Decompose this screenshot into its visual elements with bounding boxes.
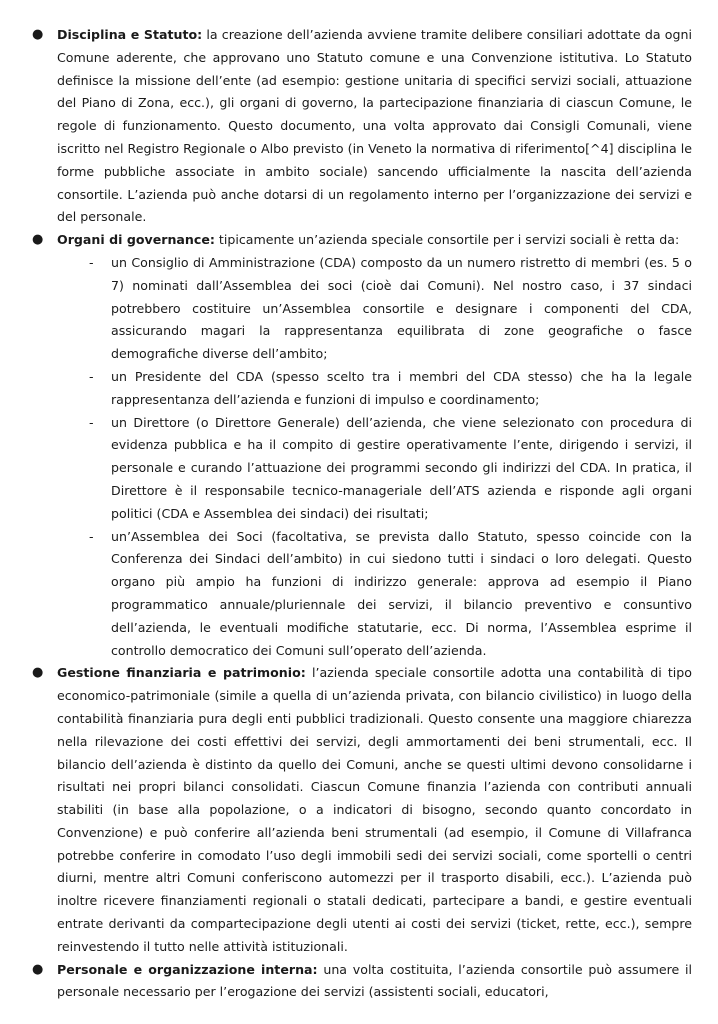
sub-item-text: un Consiglio di Amministrazione (CDA) composto da un numero ristretto di membri (es. 5 o 7) nominati dall’Assemblea dei soci (cioè dai Comuni). Nel nostro caso, i 37 sindaci potrebbero costituire un’Assemblea consortile e designare i componenti del CDA, assicurando magari la rappresentanza equilibrata di zone geografiche o fasce demografiche diverse dell’ambito; — [111, 254, 692, 362]
item-title: Personale e organizzazione interna: — [57, 961, 318, 977]
list-item-personale — [27, 959, 692, 1005]
sub-item-assemblea — [57, 526, 692, 663]
dash-icon: - — [89, 528, 94, 544]
sub-item-presidente — [57, 366, 692, 412]
item-text: la creazione dell’azienda avviene tramite delibere consiliari adottate da ogni Comune aderente, che approvano uno Statuto comune e una Convenzione istitutiva. Lo Statuto definisce la missione dell’ente (ad esempio: gestione unitaria di specifici servizi sociali, attuazione del Piano di Zona, ecc.), gli organi di governo, la partecipazione finanziaria di ciascun Comune, le regole di funzionamento. Questo documento, una volta approvato dai Consigli Comunali, viene iscritto nel Registro Regionale o Albo previsto (in Veneto la normativa di riferimento[^4] disciplina le forme pubbliche associate in ambito sociale) sancendo ufficialmente la nascita dell’azienda consortile. L’azienda può anche dotarsi di un regolamento interno per l’organizzazione dei servizi e del personale. — [57, 27, 692, 225]
sub-item-text: un Direttore (o Direttore Generale) dell’azienda, che viene selezionato con procedura di evidenza pubblica e ha il compito di gestire operativamente l’ente, dirigendo i servizi, il personale e curando l’attuazione dei programmi secondo gli indirizzi del CDA. In pratica, il Direttore è il responsabile tecnico-manageriale dell’ATS azienda e risponde agli organi politici (CDA e Assemblea dei sindaci) dei risultati; — [111, 414, 692, 521]
list-item-organi — [27, 229, 692, 662]
bullet-icon: ● — [32, 27, 44, 42]
item-text: una volta costituita, l’azienda consortile può assumere il personale necessario per l’erogazione dei servizi (assistenti sociali, educatori, — [57, 961, 693, 1000]
sub-list — [57, 252, 692, 662]
dash-icon: - — [89, 414, 94, 430]
item-text: l’azienda speciale consortile adotta una contabilità di tipo economico-patrimoniale (simile a quella di un’azienda privata, con bilancio civilistico) in luogo della contabilità finanziaria pura degli enti pubblici tradizionali. Questo consente una maggiore chiarezza nella rilevazione dei costi effettivi dei servizi, degli ammortamenti dei beni strumentali, ecc. Il bilancio dell’azienda è distinto da quello dei Comuni, anche se questi ultimi devono consolidarne i risultati nei propri bilanci consolidati. Ciascun Comune finanzia l’azienda con contributi annuali stabiliti (in base alla popolazione, o a indicatori di bisogno, secondo quanto concordato in Convenzione) e può conferire all’azienda beni strumentali (ad esempio, il Comune di Villafranca potrebbe conferire in comodato l’uso degli immobili sedi dei servizi sociali, come sportelli o centri diurni, mentre altri Comuni conferiscono automezzi per il trasporto disabili, ecc.). L’azienda può inoltre ricevere finanziamenti regionali o statali dedicati, partecipare a bandi, e gestire eventuali entrate derivanti da compartecipazione degli utenti ai costi dei servizi (ticket, rette, ecc.), sempre reinvestendo il tutto nelle attività istituzionali. — [57, 665, 692, 954]
list-item-gestione-finanziaria — [27, 662, 692, 958]
item-title: Organi di governance: — [57, 232, 215, 248]
item-title: Gestione finanziaria e patrimonio: — [57, 665, 306, 681]
sub-item-text: un Presidente del CDA (spesso scelto tra i membri del CDA stesso) che ha la legale rappresentanza dell’azienda e funzioni di impulso e coordinamento; — [111, 368, 692, 407]
sub-item-cda — [57, 252, 692, 366]
sub-item-direttore — [57, 412, 692, 526]
bullet-icon: ● — [32, 665, 44, 681]
sub-item-text: un’Assemblea dei Soci (facoltativa, se prevista dallo Statuto, spesso coincide con la Conferenza dei Sindaci dell’ambito) in cui siedono tutti i sindaci o loro delegati. Questo organo più ampio ha funzioni di indirizzo generale: approva ad esempio il Piano programmatico annuale/pluriennale dei servizi, il bilancio preventivo e consuntivo dell’azienda, le eventuali modifiche statutarie, ecc. Di norma, l’Assemblea esprime il controllo democratico dei Comuni sull’operato dell’azienda. — [111, 528, 692, 658]
list-item-disciplina — [27, 24, 692, 229]
dash-icon: - — [89, 254, 94, 270]
bullet-list — [27, 24, 692, 1004]
bullet-icon: ● — [32, 961, 44, 977]
bullet-icon: ● — [32, 232, 44, 248]
item-text: tipicamente un’azienda speciale consortile per i servizi sociali è retta da: — [214, 232, 680, 248]
dash-icon: - — [89, 368, 94, 384]
item-title: Disciplina e Statuto: — [57, 27, 203, 42]
